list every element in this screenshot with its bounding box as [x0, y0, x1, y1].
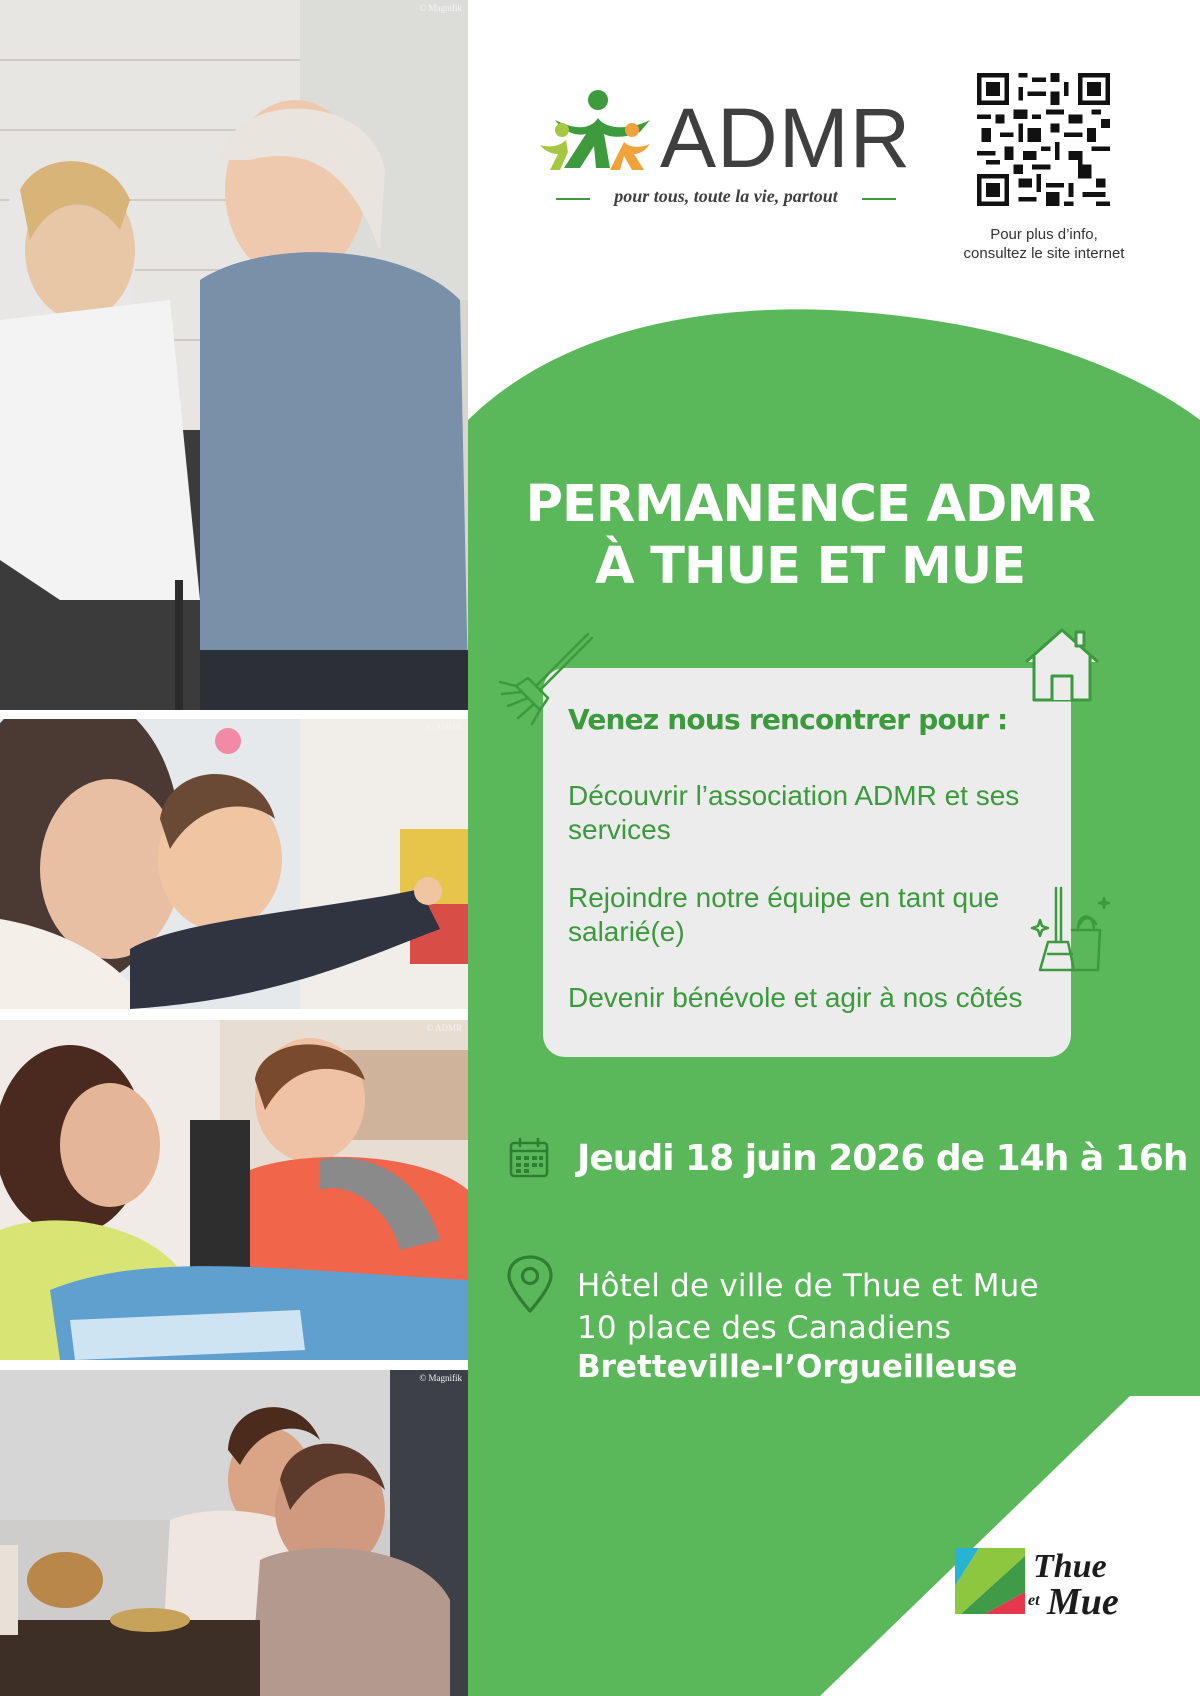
brand-tagline: pour tous, toute la vie, partout	[556, 186, 896, 210]
photo-column	[0, 0, 468, 1696]
qr-caption: Pour plus d’info, consultez le site internet	[963, 226, 1125, 262]
calendar-icon	[508, 1137, 550, 1179]
address-line-2: 10 place des Canadiens	[577, 1310, 952, 1346]
photo-woman-toddler	[0, 719, 468, 1009]
event-title	[480, 474, 1140, 598]
address-city: Bretteville-l’Orgueilleuse	[577, 1349, 1018, 1385]
partner-name-mue: Mue	[1047, 1581, 1119, 1623]
address-line-1: Hôtel de ville de Thue et Mue	[577, 1268, 1039, 1304]
brand-name: ADMR	[660, 91, 912, 185]
box-heading: Venez nous rencontrer pour :	[568, 703, 1008, 736]
photo-caregiver-elderly	[0, 0, 468, 710]
photo-credit: © Magnifik	[419, 3, 462, 13]
photo-women-album	[0, 1020, 468, 1360]
title-line-2: À THUE ET MUE	[594, 537, 1026, 596]
list-item: Rejoindre notre équipe en tant que salarié(e)	[568, 882, 1000, 947]
list-item: Découvrir l’association ADMR et ses services	[568, 780, 1020, 845]
map-pin-icon	[505, 1254, 555, 1314]
partner-name-thue: Thue	[1033, 1548, 1107, 1585]
house-icon	[1022, 624, 1102, 704]
qr-code[interactable]	[977, 73, 1110, 206]
title-line-1: PERMANENCE ADMR	[525, 475, 1095, 534]
partner-name-et: et	[1028, 1592, 1040, 1609]
list-item: Devenir bénévole et agir à nos côtés	[568, 982, 1023, 1013]
photo-credit: © ADMR	[426, 1023, 462, 1033]
photo-credit: © ADMR	[426, 722, 462, 732]
event-date: Jeudi 18 juin 2026 de 14h à 16h	[577, 1138, 1188, 1179]
photo-credit: © Magnifik	[419, 1373, 462, 1383]
photo-young-elderly-table	[0, 1370, 468, 1696]
broom-bucket-icon	[1028, 884, 1112, 974]
